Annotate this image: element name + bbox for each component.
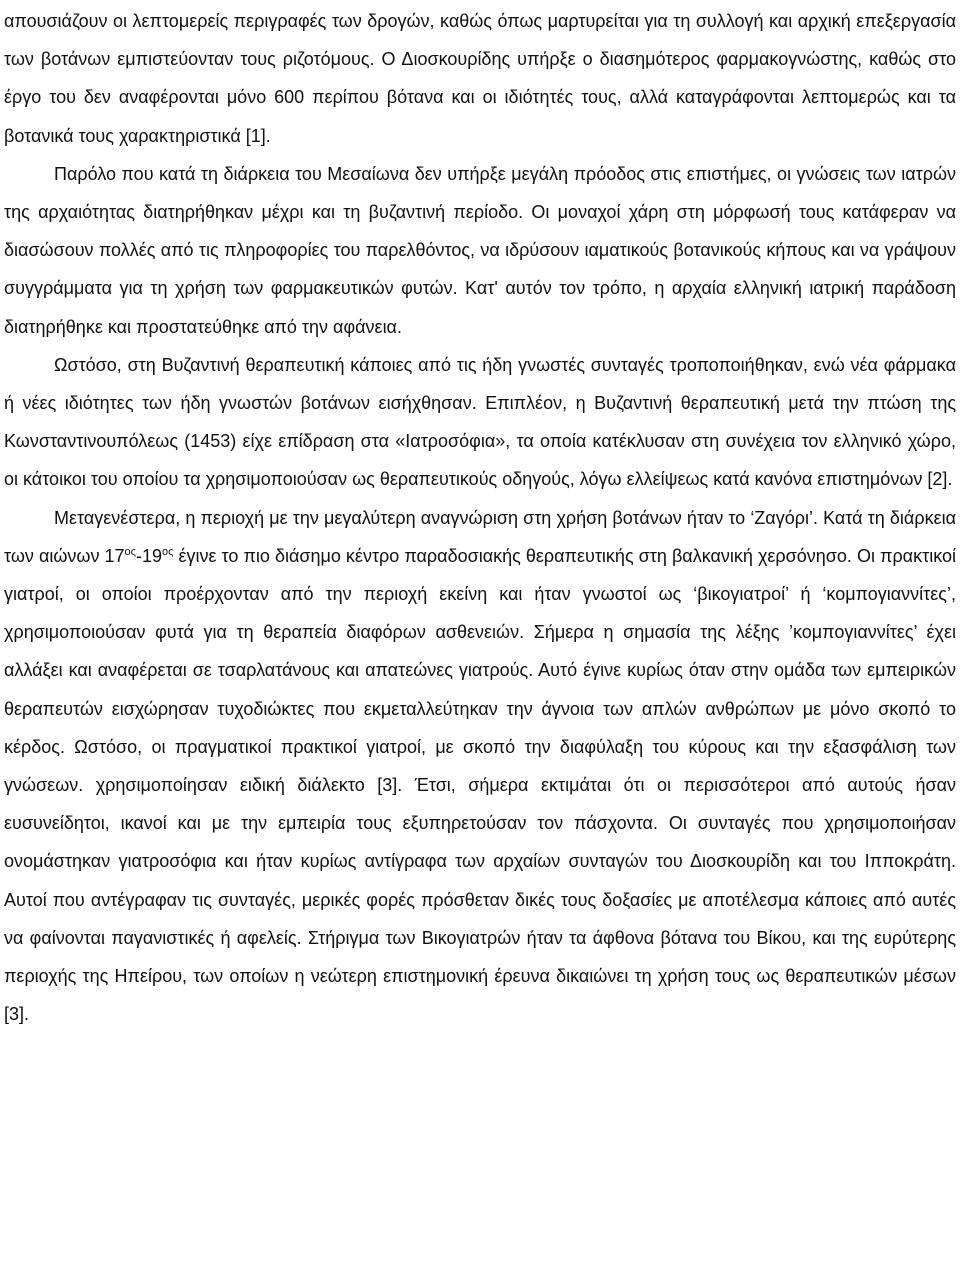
zagori-text-between: -19 xyxy=(135,545,162,566)
paragraph-continuation: απουσιάζουν οι λεπτομερείς περιγραφές των δρογών, καθώς όπως μαρτυρείται για τη συλλογή και αρχική επεξεργασία των βοτάνων εμπιστεύονταν τους ριζοτόμους. Ο Διοσκουρίδης υπήρξε ο διασημότερος φαρμακογνώστης, καθώς στο έργο του δεν αναφέρονται μόνο 600 περίπου βότανα και οι ιδιότητές τους, αλλά καταγράφονται λεπτομερώς και τα βοτανικά τους χαρακτηριστικά [1]. xyxy=(4,11,956,146)
zagori-text-after: έγινε το πιο διάσημο κέντρο παραδοσιακής θεραπευτικής στη βαλκανική χερσόνησο. Οι πρακτικοί γιατροί, οι οποίοι προέρχονταν από την περιοχή εκείνη και ήταν γνωστοί ως ‘βικογιατροί’ ή ‘κομπογιαννίτες’, χρησιμοποιούσαν φυτά για τη θεραπεία διαφόρων ασθενειών. Σήμερα η σημασία της λέξης ’κομπογιαννίτες’ έχει αλλάξει και αναφέρεται σε τσαρλατάνους και απατεώνες γιατρούς. Αυτό έγινε κυρίως όταν στην ομάδα των εμπειρικών θεραπευτών εισχώρησαν τυχοδιώκτες που εκμεταλλεύτηκαν την άγνοια των απλών ανθρώπων με μόνο σκοπό το κέρδος. Ωστόσο, οι πραγματικοί πρακτικοί γιατροί, με σκοπό την διαφύλαξη του κύρους και την εξασφάλιση των γνώσεων. χρησιμοποίησαν ειδική διάλεκτο [3]. Έτσι, σήμερα εκτιμάται ότι οι περισσότεροι από αυτούς ήσαν ευσυνείδητοι, ικανοί και με την εμπειρία τους εξυπηρετούσαν τον πάσχοντα. Οι συνταγές που χρησιμοποιήσαν ονομάστηκαν γιατροσόφια και ήταν κυρίως αντίγραφα των αρχαίων συνταγών του Διοσκουρίδη και του Ιπποκράτη. Αυτοί που αντέγραφαν τις συνταγές, μερικές φορές πρόσθεταν δικές τους δοξασίες με αποτέλεσμα κάποιες από αυτές να φαίνονται παγανιστικές ή αφελείς. Στήριγμα των Βικογιατρών ήταν τα άφθονα βότανα του Βίκου, και της ευρύτερης περιοχής της Ηπείρου, των οποίων η νεώτερη επιστημονική έρευνα δικαιώνει τη χρήση τους ως θεραπευτικών μέσων [3]. xyxy=(4,545,956,1025)
zagori-text-before: Μεταγενέστερα, η περιοχή με την μεγαλύτερη αναγνώριση στη χρήση βοτάνων ήταν το ‘Ζαγόρι’. Κατά τη διάρκεια των αιώνων 17 xyxy=(4,507,956,566)
century-ordinal-superscript: ος xyxy=(124,545,136,558)
century-ordinal-superscript: ος xyxy=(161,545,174,558)
paragraph-zagori xyxy=(4,499,956,1034)
paragraph-middle-ages: Παρόλο που κατά τη διάρκεια του Μεσαίωνα δεν υπήρξε μεγάλη πρόοδος στις επιστήμες, οι γνώσεις των ιατρών της αρχαιότητας διατηρήθηκαν μέχρι και τη βυζαντινή περίοδο. Οι μοναχοί χάρη στη μόρφωσή τους κατάφεραν να διασώσουν πολλές από τις πληροφορίες του παρελθόντος, να ιδρύσουν ιαματικούς βοτανικούς κήπους και να γράψουν συγγράμματα για τη χρήση των φαρμακευτικών φυτών. Κατ' αυτόν τον τρόπο, η αρχαία ελληνική ιατρική παράδοση διατηρήθηκε και προστατεύθηκε από την αφάνεια. xyxy=(4,163,956,337)
paragraph-byzantine: Ωστόσο, στη Βυζαντινή θεραπευτική κάποιες από τις ήδη γνωστές συνταγές τροποποιήθηκαν, ενώ νέα φάρμακα ή νέες ιδιότητες των ήδη γνωστών βοτάνων εισήχθησαν. Επιπλέον, η Βυζαντινή θεραπευτική μετά την πτώση της Κωνσταντινουπόλεως (1453) είχε επίδραση στα «Ιατροσόφια», τα οποία κατέκλυσαν στη συνέχεια τον ελληνικό χώρο, οι κάτοικοι του οποίου τα χρησιμοποιούσαν ως θεραπευτικούς οδηγούς, λόγω ελλείψεως κατά κανόνα επιστημόνων [2]. xyxy=(4,354,956,490)
